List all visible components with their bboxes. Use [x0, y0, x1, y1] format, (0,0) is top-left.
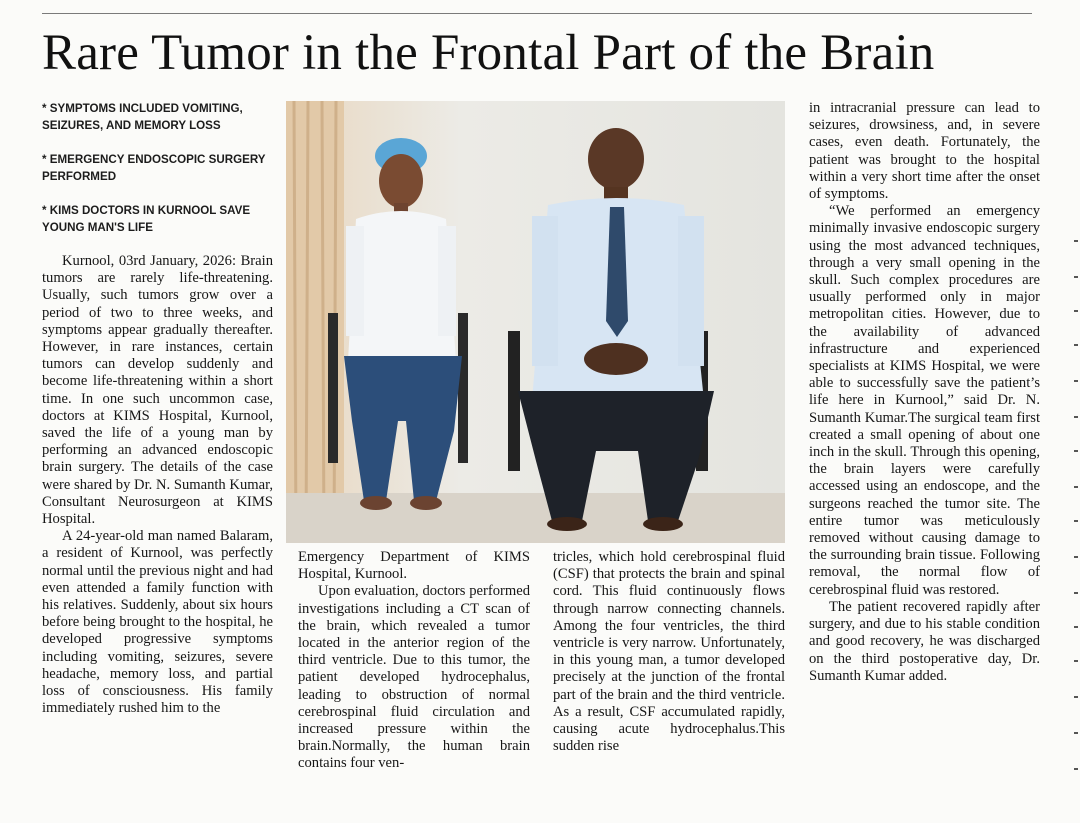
article-paragraph: Emergency Department of KIMS Hospital, Kurnool.	[298, 549, 530, 583]
bullet-surgery: * EMERGENCY ENDOSCOPIC SURGERY PERFORMED	[42, 153, 266, 183]
article-paragraph: “We performed an emergency minimally invasive endoscopic surgery using the most advanced techniques, through a very small opening in the skull. Such complex procedures are usually performed only in major metropolitan cities. However, due to the availability of advanced infrastructure and experienced specialists at KIMS Hospital, we were able to successfully save the patient’s life here in Kurnool,” said Dr. N. Sumanth Kumar.The surgical team first created a small opening of about one inch in the skull. Through this opening, the brain layers were carefully accessed using an endoscope, and the surgeons reached the tumor site. The entire tumor was meticulously removed without causing damage to the surrounding brain tissue. Following removal, the normal flow of cerebrospinal fluid was restored.	[809, 203, 1040, 598]
column-4	[809, 100, 1040, 685]
bullet-kims: * KIMS DOCTORS IN KURNOOL SAVE YOUNG MAN'S LIFE	[42, 204, 251, 234]
news-photo	[286, 101, 785, 543]
article-paragraph: in intracranial pressure can lead to seizures, drowsiness, and, in severe cases, even death. Fortunately, the patient was brought to the hospital within a very short time after the onset of symptoms.	[809, 100, 1040, 203]
summary-bullets	[42, 100, 273, 236]
article-paragraph: The patient recovered rapidly after surgery, and due to his stable condition and good recovery, he was discharged on the third postoperative day, Dr. Sumanth Kumar added.	[809, 598, 1040, 684]
article-paragraph: A 24-year-old man named Balaram, a resident of Kurnool, was perfectly normal until the previous night and had even attended a family function with his relatives. Suddenly, about six hours before being brought to the hospital, he developed progressive symptoms including vomiting, seizures, severe headache, memory loss, and partial loss of consciousness. His family immediately rushed him to the	[42, 528, 273, 717]
headline: Rare Tumor in the Frontal Part of the Brain	[42, 25, 935, 81]
top-rule	[42, 13, 1032, 14]
article-paragraph: Upon evaluation, doctors performed investigations including a CT scan of the brain, which revealed a tumor located in the anterior region of the third ventricle. Due to this tumor, the patient developed hydrocephalus, leading to obstruction of normal cerebrospinal fluid circulation and increased pressure within the brain.Normally, the human brain contains four ven-	[298, 583, 530, 772]
article-paragraph: Kurnool, 03rd January, 2026: Brain tumors are rarely life-threatening. Usually, such tumors grow over a period of two to three weeks, and symptoms appear gradually thereafter. However, in rare instances, certain tumors can develop suddenly and become life-threatening within a short time. In one such uncommon case, doctors at KIMS Hospital, Kurnool, saved the life of a young man by performing an advanced endoscopic brain surgery. The details of the case were shared by Dr. N. Sumanth Kumar, Consultant Neurosurgeon at KIMS Hospital.	[42, 253, 273, 528]
adjacent-column-edge	[1072, 240, 1080, 780]
column-1	[42, 100, 273, 717]
column-2	[298, 549, 530, 773]
bullet-symptoms: * SYMPTOMS INCLUDED VOMITING, SEIZURES, AND MEMORY LOSS	[42, 102, 243, 132]
article-paragraph: tricles, which hold cerebrospinal fluid (CSF) that protects the brain and spinal cord. This fluid continuously flows through narrow connecting channels. Among the four ventricles, the third ventricle is very narrow. Unfortunately, in this young man, a tumor developed precisely at the junction of the frontal part of the brain and the third ventricle. As a result, CSF accumulated rapidly, causing acute hydrocephalus.This sudden rise	[553, 549, 785, 755]
column-3	[553, 549, 785, 755]
